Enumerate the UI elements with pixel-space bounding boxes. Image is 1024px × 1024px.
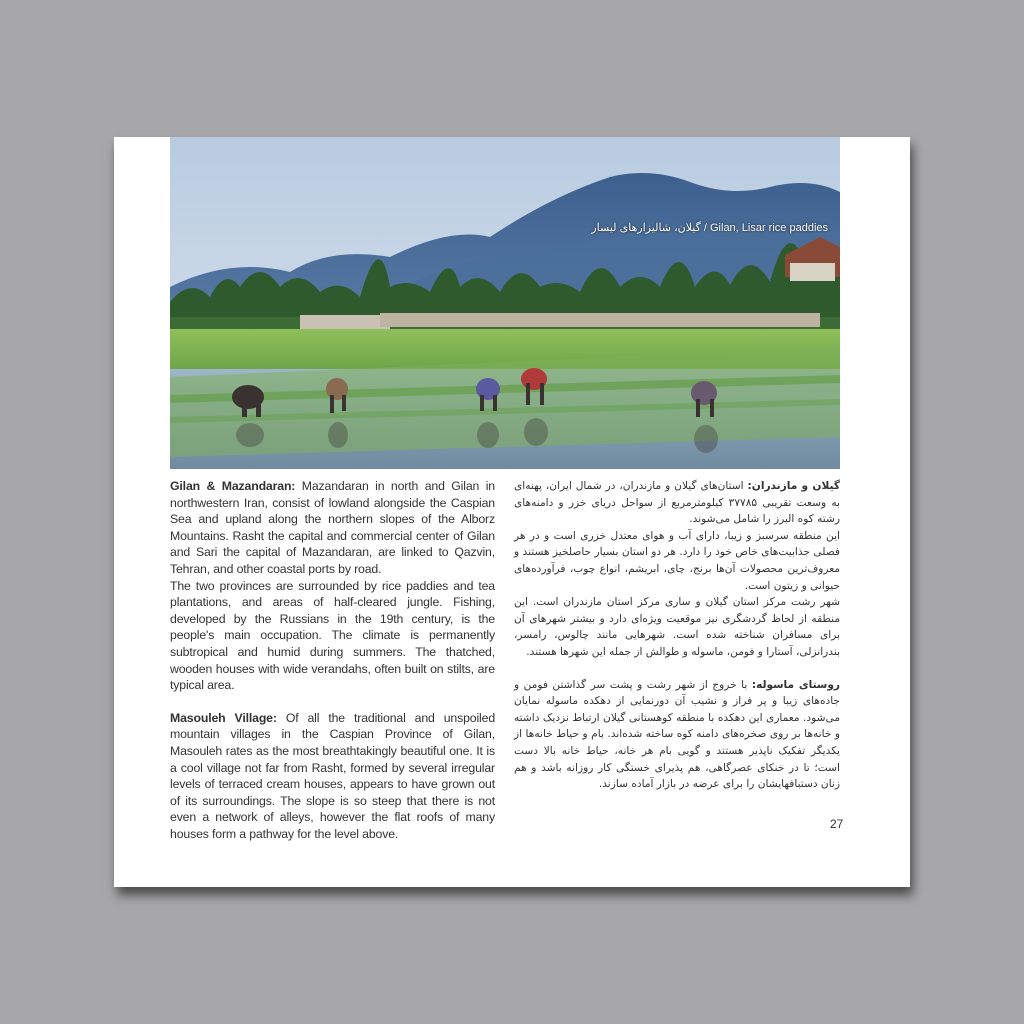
persian-paragraph: شهر رشت مرکز استان گیلان و ساری مرکز استان مازندران است. این منطقه از لحاظ گردشگری نیز موقعیت ویژه‌ای دارد و بیشتر شهرهای آن برای مسافران شناخته شده است. شهرهایی مانند چالوس، رامسر، بندرانزلی، آستارا و فومن، ماسوله و طوالش از جمله این شهرها هستند. xyxy=(514,596,840,658)
photo-caption: گیلان، شالیزارهای لیسار / Gilan, Lisar rice paddies xyxy=(591,222,828,234)
book-page xyxy=(114,137,910,887)
english-paragraph xyxy=(170,478,495,578)
persian-column xyxy=(514,478,840,793)
english-paragraph: The two provinces are surrounded by rice paddies and tea plantations, and areas of half-cleared jungle. Fishing, developed by the Russians in the 19th century, is the people's main occupation. The climate is permanently subtropical and humid during summers. The thatched, wooden houses with wide verandahs, often built on stilts, are typical area. xyxy=(170,578,495,693)
section-heading: گیلان و مازندران: xyxy=(747,480,840,492)
section-heading: روستای ماسوله: xyxy=(751,678,840,691)
section-heading: Masouleh Village: xyxy=(170,710,277,725)
english-paragraph xyxy=(170,710,495,843)
english-column xyxy=(170,478,495,842)
persian-paragraph xyxy=(514,677,840,793)
persian-paragraph xyxy=(514,478,840,528)
paragraph-text: استان‌های گیلان و مازندران، در شمال ایران، پهنه‌ای به وسعت تقریبی ۳۷۷۸۵ کیلومترمربع از سواحل دریای خزر و دامنه‌های رشته کوه البرز را شامل می‌شوند. xyxy=(514,480,840,526)
rice-paddies-photo xyxy=(170,137,840,469)
persian-paragraph: این منطقه سرسبز و زیبا، دارای آب و هوای معتدل خزری است و در هر فصلی جذابیت‌های خاص خود را دارد. هر دو استان بسیار حاصلخیز هستند و معروف‌ترین محصولات آن‌ها برنج، چای، ابریشم، انواع چوب، فرآورده‌های حیوانی و زیتون است. xyxy=(514,529,840,592)
paragraph-text: با خروج از شهر رشت و پشت سر گذاشتن فومن و جاده‌های زیبا و پر فراز و نشیب آن دورنمایی از دهکده ماسوله نمایان می‌شود. معماری این دهکده با منطقه کوهستانی گیلان ارتباط نزدیک داشته و خانه‌ها بر روی صخره‌های دامنه کوه ساخته شده‌اند. بام و حیاط خانه‌ها از یکدیگر تفکیک ناپذیر هستند و گویی بام هر خانه، حیاط خانه بالا دست است؛ تا در خنکای عصرگاهی، هم پذیرای خستگی کار روزانه باشد و هم زنان دستبافهایشان را برای عرضه در بازار آماده سازند. xyxy=(514,678,840,791)
paragraph-text: Mazandaran in north and Gilan in northwestern Iran, consist of lowland alongside the Caspian Sea and upland along the northern slopes of the Alborz Mountains. Rasht the capital and commercial center of Gilan and Sari the capital of Mazandaran, are linked to Qazvin, Tehran, and other coastal ports by road. xyxy=(170,479,495,576)
section-heading: Gilan & Mazandaran: xyxy=(170,479,296,493)
page-number: 27 xyxy=(830,817,844,831)
paragraph-text: Of all the traditional and unspoiled mountain villages in the Caspian Province of Gilan, Masouleh rates as the most breathtakingly beautiful one. It is a cool village not far from Rasht, formed by several irregular levels of terraced cream houses, appears to have grown out of its surroundings. The slope is so steep that there is not even a network of alleys, however the flat roofs of many houses form a pathway for the level above. xyxy=(170,710,496,841)
